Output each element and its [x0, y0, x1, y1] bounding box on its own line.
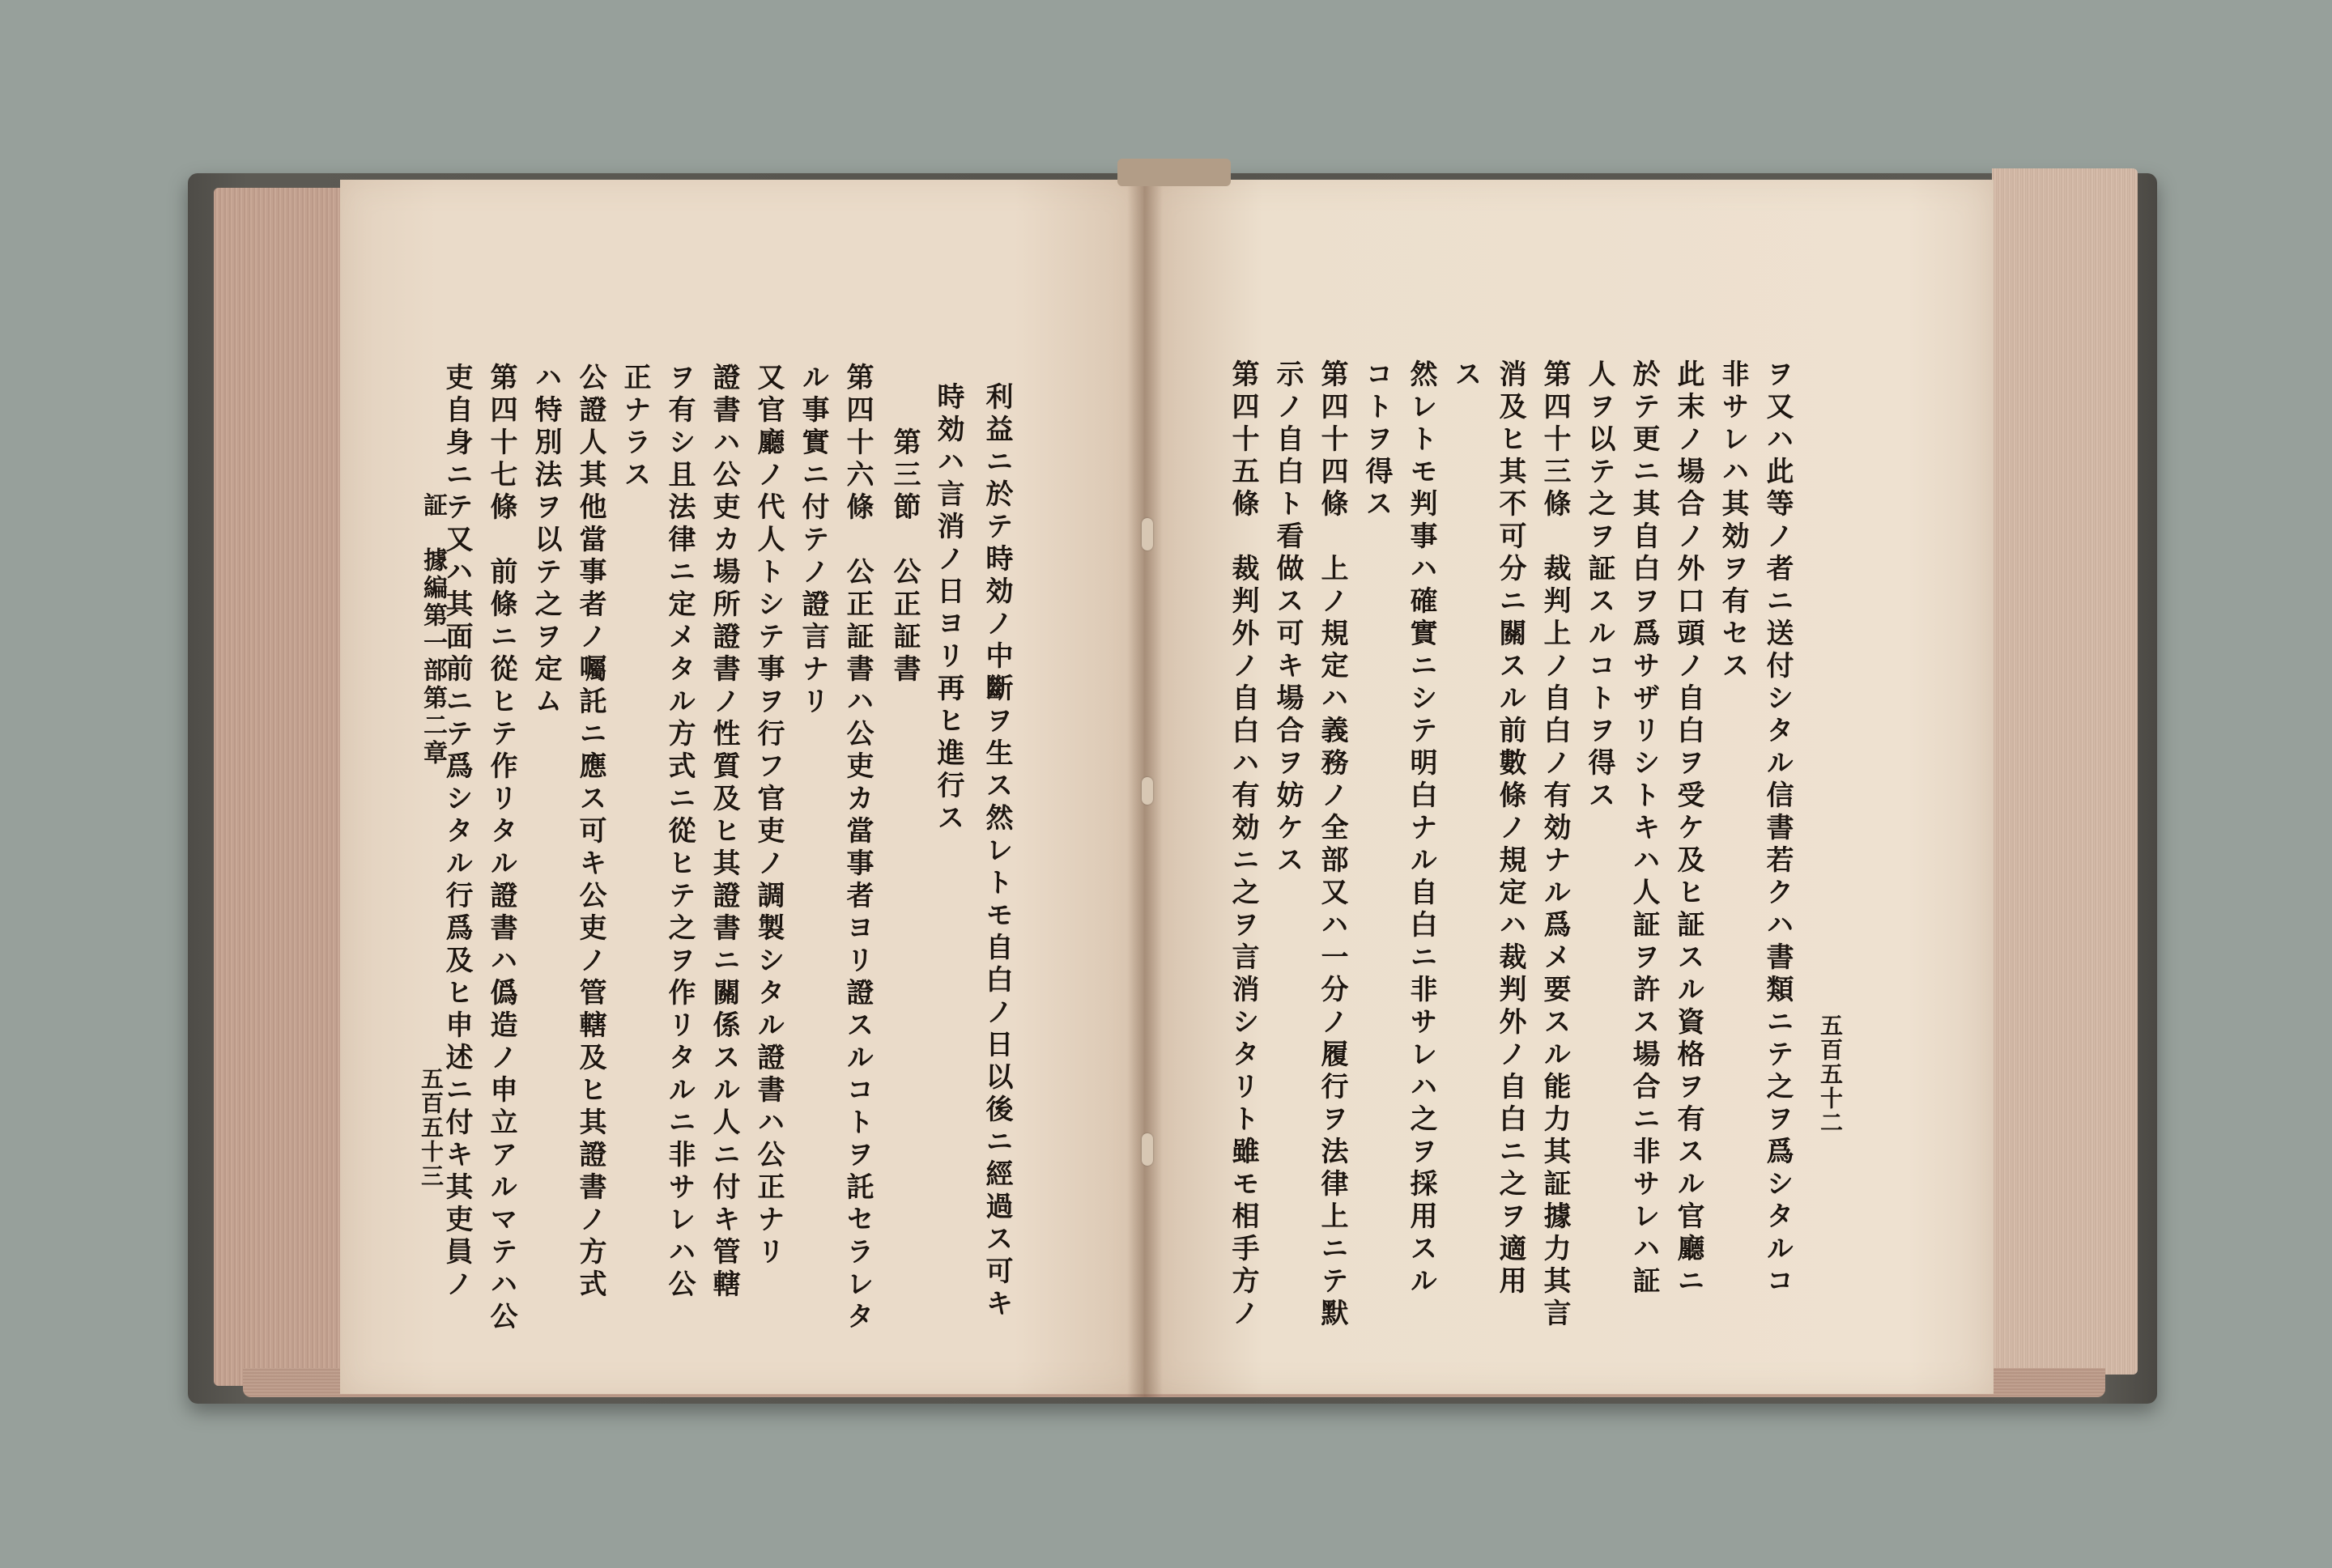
text-column: 非サレハ其効ヲ有セス — [1717, 359, 1749, 683]
binding-thread — [1142, 777, 1153, 805]
article-heading: 第四十四條 上ノ規定ハ義務ノ全部又ハ一分ノ履行ヲ法律上ニテ默 — [1316, 359, 1348, 1331]
binding-thread — [1142, 1133, 1153, 1166]
right-page-edges — [1992, 168, 2138, 1375]
text-column: ハ特別法ヲ以テ之ヲ定ム — [530, 363, 562, 719]
text-column: 人ヲ以テ之ヲ証スルコトヲ得ス — [1583, 359, 1615, 813]
left-page-edges — [214, 188, 343, 1386]
article-heading: 第四十五條 裁判外ノ自白ハ有効ニ之ヲ言消シタリト雖モ相手方ノ — [1227, 359, 1259, 1331]
text-column: ヲ有シ且法律ニ定メタル方式ニ從ヒテ之ヲ作リタルニ非サレハ公 — [663, 363, 696, 1302]
text-column: 此末ノ場合ノ外口頭ノ自白ヲ受ケ及ヒ証スル資格ヲ有スル官廳ニ — [1672, 359, 1704, 1298]
spine-binding-tab — [1117, 159, 1231, 186]
text-column: 消及ヒ其不可分ニ關スル前數條ノ規定ハ裁判外ノ自白ニ之ヲ適用 — [1494, 359, 1526, 1298]
text-column: ヲ又ハ此等ノ者ニ送付シタル信書若クハ書類ニテ之ヲ爲シタルコ — [1761, 359, 1794, 1298]
text-column: 示ノ自白ト看做ス可キ場合ヲ妨ケス — [1271, 359, 1304, 877]
text-column: 然レトモ判事ハ確實ニシテ明白ナル自白ニ非サレハ之ヲ採用スル — [1405, 359, 1437, 1298]
binding-thread — [1142, 518, 1153, 550]
text-column: 又官廳ノ代人トシテ事ヲ行フ官吏ノ調製シタル證書ハ公正ナリ — [752, 363, 785, 1269]
section-heading: 第三節 公正証書 — [888, 427, 921, 686]
text-column: 證書ハ公吏カ場所證書ノ性質及ヒ其證書ニ關係スル人ニ付キ管轄 — [708, 363, 740, 1302]
text-column: 時効ハ言消ノ日ヨリ再ヒ進行ス — [932, 382, 964, 835]
text-column: 公證人其他當事者ノ囑託ニ應ス可キ公吏ノ管轄及ヒ其證書ノ方式 — [574, 363, 606, 1302]
page-number: 五百五十二 — [1817, 1013, 1844, 1135]
text-column: 正ナラス — [619, 363, 651, 492]
text-column: 吏自身ニテ又ハ其面前ニテ爲シタル行爲及ヒ申述ニ付キ其吏員ノ — [440, 363, 473, 1302]
text-column: コトヲ得ス — [1360, 359, 1393, 521]
text-column: ル事實ニ付テノ證言ナリ — [797, 363, 829, 719]
left-page — [340, 180, 1143, 1394]
article-heading: 第四十六條 公正証書ハ公吏カ當事者ヨリ證スルコトヲ託セラレタ — [841, 363, 874, 1334]
running-head: 証 據編第一部第二章 — [419, 492, 447, 767]
text-column: 於テ更ニ其自白ヲ爲サザリシトキハ人証ヲ許ス場合ニ非サレハ証 — [1628, 359, 1660, 1298]
text-column: ス — [1449, 359, 1482, 392]
right-page — [1143, 180, 1994, 1394]
page-number: 五百五十三 — [418, 1067, 445, 1188]
article-heading: 第四十七條 前條ニ從ヒテ作リタル證書ハ僞造ノ申立アルマテハ公 — [485, 363, 517, 1334]
text-column: 利益ニ於テ時効ノ中斷ヲ生ス然レトモ自白ノ日以後ニ經過ス可キ — [981, 382, 1013, 1321]
article-heading: 第四十三條 裁判上ノ自白ノ有効ナル爲メ要スル能力其証據力其言 — [1538, 359, 1571, 1331]
